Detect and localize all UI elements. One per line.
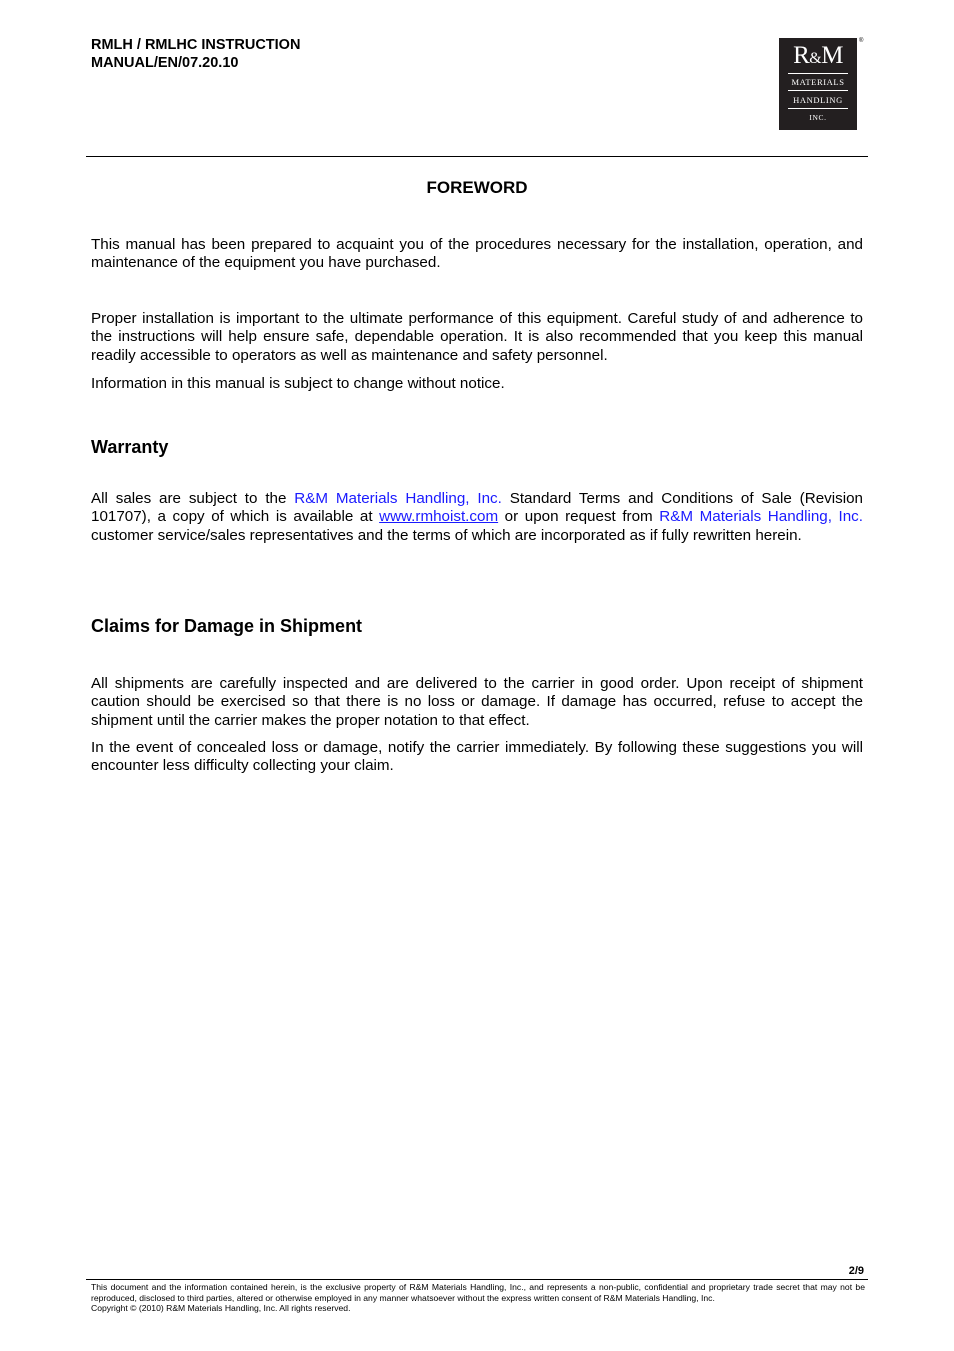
page-number: 2/9 xyxy=(848,1265,864,1277)
warranty-heading: Warranty xyxy=(91,437,169,457)
warranty-text: All sales are subject to the xyxy=(91,490,295,507)
company-name: R&M Materials Handling, Inc. xyxy=(294,490,502,507)
registered-mark: ® xyxy=(859,38,864,44)
logo-divider xyxy=(788,108,848,109)
warranty-paragraph xyxy=(91,490,863,545)
logo-monogram: R&M xyxy=(793,42,843,69)
foreword-paragraph-1: This manual has been prepared to acquaint you of the procedures necessary for the installation, operation, and maintenance of the equipment you have purchased. xyxy=(91,236,863,272)
header-title-line2: MANUAL/EN/07.20.10 xyxy=(91,55,239,71)
warranty-text: customer service/sales representatives and the terms of which are incorporated as if fully rewritten herein. xyxy=(91,526,802,544)
claims-paragraph-1: All shipments are carefully inspected and are delivered to the carrier in good order. Upon receipt of shipment caution should be exercised so that there is no loss or damage. If damage has occurred, refuse to accept the shipment until the carrier makes the proper notation to that effect. xyxy=(91,675,863,729)
confidentiality-notice: This document and the information contained herein, is the exclusive property of R&M Materials Handling, Inc., and represents a non-public, confidential and proprietary trade secret that may not be reproduced, disclosed to third parties, altered or otherwise employed in any manner whatsoever without the express written consent of R&M Materials Handling, Inc. xyxy=(91,1282,865,1303)
logo-text-inc: INC. xyxy=(809,113,827,122)
claims-paragraph-2: In the event of concealed loss or damage, notify the carrier immediately. By following these suggestions you will encounter less difficulty collecting your claim. xyxy=(91,739,863,775)
header-title-line1: RMLH / RMLHC INSTRUCTION xyxy=(91,37,301,53)
website-link[interactable]: www.rmhoist.com xyxy=(379,508,499,526)
logo-divider xyxy=(788,73,848,74)
logo-divider xyxy=(788,90,848,91)
company-name: R&M Materials Handling, Inc. xyxy=(659,508,863,526)
warranty-text: or upon request from xyxy=(498,508,660,526)
claims-heading: Claims for Damage in Shipment xyxy=(91,616,363,636)
logo-text-handling: HANDLING xyxy=(793,95,843,105)
warranty-text: Standard Terms and Conditions of Sale (Revision 101707), a copy of which is available at xyxy=(91,490,863,526)
footer-notice xyxy=(91,1282,865,1314)
footer-divider xyxy=(86,1279,868,1280)
foreword-paragraph-3: Information in this manual is subject to change without notice. xyxy=(91,375,505,392)
foreword-heading: FOREWORD xyxy=(426,178,528,197)
company-logo xyxy=(779,38,857,130)
foreword-paragraph-2: Proper installation is important to the ultimate performance of this equipment. Careful study of and adherence to the instructions will help ensure safe, dependable operation. It is also recommended that you keep this manual readily accessible to operators as well as maintenance and safety personnel. xyxy=(91,310,863,364)
logo-text-materials: MATERIALS xyxy=(791,77,845,87)
document-header-title xyxy=(91,36,300,72)
header-divider xyxy=(86,156,868,157)
copyright-notice: Copyright © (2010) R&M Materials Handling, Inc. All rights reserved. xyxy=(91,1303,351,1314)
